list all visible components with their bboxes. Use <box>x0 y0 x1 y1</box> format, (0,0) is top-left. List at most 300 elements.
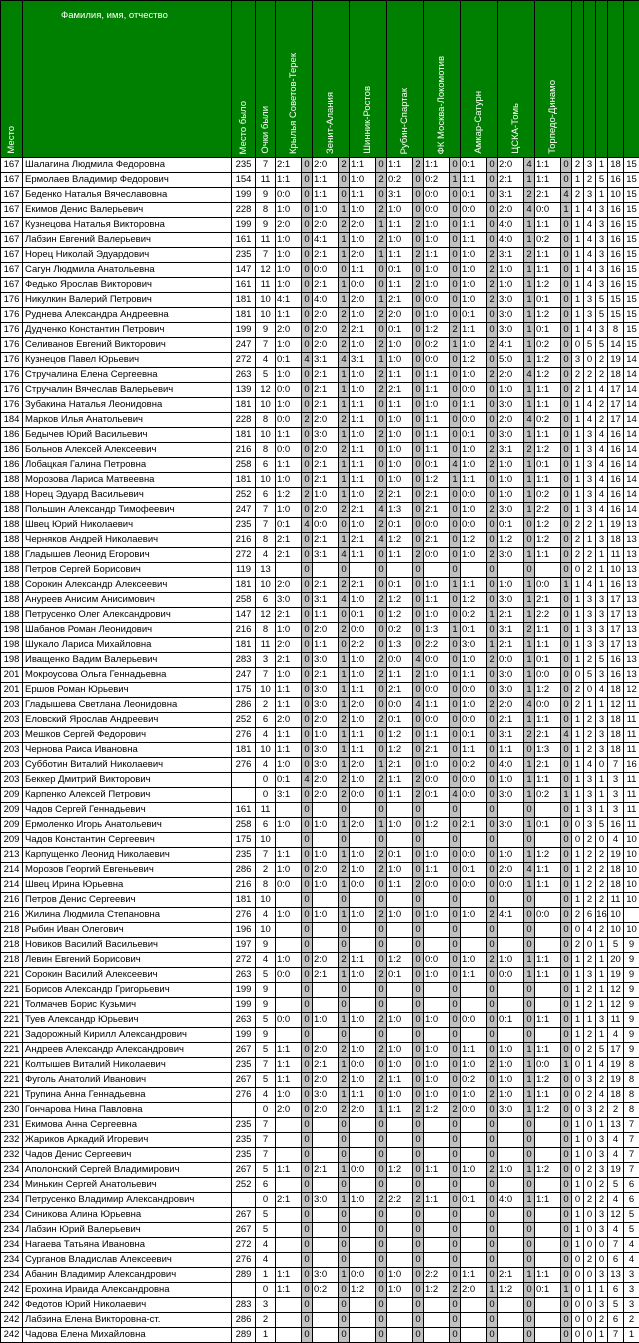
table-cell: 0:2 <box>387 173 413 188</box>
table-cell: 1 <box>524 878 535 893</box>
table-cell: 0 <box>584 683 596 698</box>
table-cell: 188 <box>1 533 23 548</box>
table-cell: 0 <box>572 1268 584 1283</box>
table-cell: 16 <box>608 218 624 233</box>
table-cell: 4 <box>608 1148 624 1163</box>
table-cell: 2:0 <box>276 218 302 233</box>
table-cell: 1:3 <box>387 638 413 653</box>
table-cell: 1:1 <box>350 548 376 563</box>
table-cell: 0 <box>450 278 461 293</box>
table-cell: 2:1 <box>313 473 339 488</box>
table-cell: 4 <box>256 953 276 968</box>
table-cell: 1 <box>584 383 596 398</box>
table-cell: 1:0 <box>461 548 487 563</box>
table-cell: 2 <box>487 908 498 923</box>
table-cell: 0 <box>302 1118 313 1133</box>
table-cell: 0 <box>487 488 498 503</box>
table-cell: 1:1 <box>535 158 561 173</box>
table-cell: 1:1 <box>424 443 450 458</box>
table-cell <box>350 938 376 953</box>
table-cell: 232 <box>1 1148 23 1163</box>
table-cell: 0 <box>584 1328 596 1343</box>
table-cell <box>498 923 524 938</box>
table-cell: 198 <box>1 623 23 638</box>
table-cell: 17 <box>608 413 624 428</box>
table-cell: 2 <box>584 878 596 893</box>
table-cell: 1:1 <box>461 743 487 758</box>
table-cell: 0 <box>450 668 461 683</box>
table-row <box>1 323 639 338</box>
table-cell: 1 <box>572 428 584 443</box>
table-cell: 1 <box>572 503 584 518</box>
table-cell: 235 <box>232 1148 256 1163</box>
table-cell: 0 <box>450 1238 461 1253</box>
table-cell <box>313 938 339 953</box>
table-cell: 181 <box>232 308 256 323</box>
table-cell <box>424 1178 450 1193</box>
table-cell: 0 <box>561 308 572 323</box>
table-cell: 1:0 <box>350 338 376 353</box>
table-cell: 12 <box>608 1208 624 1223</box>
table-cell: 15 <box>624 173 639 188</box>
table-cell: 1 <box>339 968 350 983</box>
table-row <box>1 503 639 518</box>
table-cell: 3 <box>596 323 608 338</box>
table-cell: 1:0 <box>461 1163 487 1178</box>
table-cell: 232 <box>1 1133 23 1148</box>
table-cell: 0 <box>302 608 313 623</box>
table-cell: 197 <box>232 938 256 953</box>
table-cell <box>498 983 524 998</box>
table-cell: 4 <box>596 683 608 698</box>
table-cell: 10 <box>256 893 276 908</box>
table-cell: 2:1 <box>498 1268 524 1283</box>
table-cell: 0 <box>572 1088 584 1103</box>
table-cell: 0 <box>487 773 498 788</box>
table-cell: 0 <box>376 1313 387 1328</box>
table-cell: 15 <box>624 278 639 293</box>
table-cell <box>387 1133 413 1148</box>
table-cell: 3:0 <box>498 398 524 413</box>
table-cell <box>498 1178 524 1193</box>
table-cell: 1 <box>572 728 584 743</box>
table-cell <box>276 1313 302 1328</box>
table-cell: 2 <box>376 1073 387 1088</box>
table-cell: 0:0 <box>350 623 376 638</box>
table-cell: 0:2 <box>424 338 450 353</box>
table-cell: 161 <box>232 803 256 818</box>
table-cell: Ерохина Ираида Александровна <box>23 1283 232 1298</box>
table-cell: 2:0 <box>498 203 524 218</box>
table-cell: 0 <box>302 803 313 818</box>
table-cell: 0 <box>561 1133 572 1148</box>
table-cell: 12 <box>256 608 276 623</box>
table-cell: 2 <box>376 203 387 218</box>
table-cell: 1:1 <box>461 668 487 683</box>
table-cell: 0 <box>450 1313 461 1328</box>
table-cell: 19 <box>608 1163 624 1178</box>
table-cell: 16 <box>608 263 624 278</box>
table-cell: 0 <box>524 1178 535 1193</box>
table-cell: 1:1 <box>535 1013 561 1028</box>
table-cell: 1 <box>561 788 572 803</box>
table-cell: 0 <box>450 1298 461 1313</box>
table-cell: 1:0 <box>498 953 524 968</box>
table-cell <box>535 1253 561 1268</box>
table-cell: 3 <box>596 533 608 548</box>
table-cell: 1:1 <box>535 383 561 398</box>
table-cell: 0 <box>413 383 424 398</box>
table-cell: 1 <box>524 1088 535 1103</box>
table-cell: 13 <box>624 518 639 533</box>
table-cell: 3 <box>624 1268 639 1283</box>
table-cell: 0 <box>487 1268 498 1283</box>
table-cell: 2 <box>584 983 596 998</box>
table-cell: 2:1 <box>276 158 302 173</box>
table-cell: 1:0 <box>350 653 376 668</box>
table-cell: 283 <box>232 1298 256 1313</box>
table-cell: 147 <box>232 608 256 623</box>
table-cell: 0 <box>561 863 572 878</box>
table-cell: 4:0 <box>498 233 524 248</box>
table-cell: 203 <box>1 758 23 773</box>
table-cell: 1:0 <box>424 1013 450 1028</box>
table-cell: 0 <box>413 593 424 608</box>
table-cell: 2:0 <box>498 863 524 878</box>
table-cell: 2:1 <box>387 293 413 308</box>
table-cell: 14 <box>624 458 639 473</box>
table-cell: 0 <box>561 1253 572 1268</box>
table-cell: 11 <box>256 278 276 293</box>
table-cell <box>387 1118 413 1133</box>
table-cell: 15 <box>624 218 639 233</box>
table-cell: 0 <box>450 818 461 833</box>
table-cell: 1 <box>524 398 535 413</box>
table-cell: 2:1 <box>313 668 339 683</box>
table-cell: 1:1 <box>387 278 413 293</box>
table-cell: 0 <box>450 413 461 428</box>
table-cell: 2 <box>624 1313 639 1328</box>
table-cell: 214 <box>1 878 23 893</box>
table-cell: 2 <box>339 323 350 338</box>
table-cell: 1 <box>572 1118 584 1133</box>
table-cell: 1 <box>524 548 535 563</box>
table-cell: 2 <box>487 443 498 458</box>
table-cell: 0 <box>561 353 572 368</box>
table-cell: 5 <box>624 1208 639 1223</box>
table-cell: 0:2 <box>535 233 561 248</box>
table-cell: 188 <box>1 503 23 518</box>
table-cell: 5 <box>596 308 608 323</box>
table-cell: 2:0 <box>350 818 376 833</box>
table-cell: 1 <box>584 1013 596 1028</box>
table-cell: 7 <box>256 338 276 353</box>
table-cell: 184 <box>1 413 23 428</box>
table-row <box>1 1118 639 1133</box>
table-cell: 1:1 <box>535 398 561 413</box>
table-cell: 3:1 <box>498 443 524 458</box>
table-cell: 2 <box>584 1028 596 1043</box>
table-cell: 0:0 <box>424 203 450 218</box>
table-cell: 1 <box>524 848 535 863</box>
table-cell <box>535 983 561 998</box>
table-cell: 1:2 <box>535 1103 561 1118</box>
table-cell: 0 <box>450 1058 461 1073</box>
header-place: Место <box>1 1 23 158</box>
table-cell: 1 <box>339 698 350 713</box>
table-cell: 10 <box>624 893 639 908</box>
table-cell: 2:1 <box>535 188 561 203</box>
table-cell: 0 <box>339 1283 350 1298</box>
table-cell: 19 <box>608 848 624 863</box>
table-cell: 13 <box>624 593 639 608</box>
table-cell: 1:1 <box>350 443 376 458</box>
table-cell <box>461 1328 487 1343</box>
table-cell: 161 <box>232 278 256 293</box>
table-cell: 1:0 <box>350 863 376 878</box>
table-cell: 1 <box>572 803 584 818</box>
table-cell: 1 <box>524 308 535 323</box>
table-cell: 0 <box>256 1103 276 1118</box>
table-cell: 0 <box>596 1253 608 1268</box>
table-cell: 1:1 <box>461 233 487 248</box>
table-cell: Рыбин Иван Олегович <box>23 923 232 938</box>
table-cell: 14 <box>624 398 639 413</box>
table-cell <box>350 1328 376 1343</box>
table-cell: 1:1 <box>276 1043 302 1058</box>
table-cell <box>461 1208 487 1223</box>
table-cell: Петрусенко Олег Александрович <box>23 608 232 623</box>
table-cell: 7 <box>256 848 276 863</box>
table-cell: 0 <box>561 1193 572 1208</box>
table-cell: 15 <box>624 248 639 263</box>
table-row <box>1 1193 639 1208</box>
table-cell: 1 <box>572 413 584 428</box>
table-cell: 9 <box>256 983 276 998</box>
table-cell: 0 <box>487 713 498 728</box>
table-cell: 0 <box>561 983 572 998</box>
table-cell <box>350 893 376 908</box>
table-cell: 1:0 <box>424 578 450 593</box>
table-cell: 14 <box>608 338 624 353</box>
table-cell: 0:0 <box>276 383 302 398</box>
table-cell: 1 <box>339 383 350 398</box>
table-cell: 188 <box>1 563 23 578</box>
table-cell: 0 <box>596 833 608 848</box>
table-cell: 0 <box>584 1148 596 1163</box>
table-cell: 1 <box>596 548 608 563</box>
table-cell: 1 <box>572 248 584 263</box>
table-cell: 1 <box>572 773 584 788</box>
table-cell: 0 <box>376 158 387 173</box>
table-cell: 3:1 <box>313 593 339 608</box>
table-cell: Новиков Василий Васильевич <box>23 938 232 953</box>
table-cell: 1 <box>339 473 350 488</box>
table-cell: 1:0 <box>276 818 302 833</box>
table-cell: 5 <box>256 1013 276 1028</box>
table-cell: 0:1 <box>461 308 487 323</box>
table-cell: 1:1 <box>424 248 450 263</box>
table-cell: 0 <box>413 938 424 953</box>
table-cell: 1 <box>256 1328 276 1343</box>
table-cell: 11 <box>256 638 276 653</box>
table-cell: 0 <box>413 1133 424 1148</box>
table-cell: 1:0 <box>461 1088 487 1103</box>
table-cell: 1:1 <box>276 683 302 698</box>
table-cell: 0 <box>572 563 584 578</box>
table-cell: 16 <box>608 173 624 188</box>
table-cell: Морозова Лариса Матвеевна <box>23 473 232 488</box>
table-cell: 11 <box>624 713 639 728</box>
table-cell: 2:1 <box>461 818 487 833</box>
table-cell: Трупина Анна Геннадьевна <box>23 1088 232 1103</box>
table-cell: 0:0 <box>424 713 450 728</box>
table-cell: 0 <box>302 953 313 968</box>
table-cell: 1:0 <box>350 173 376 188</box>
table-cell: 0 <box>376 878 387 893</box>
table-cell: 4 <box>302 773 313 788</box>
table-cell: 234 <box>1 1238 23 1253</box>
table-cell: 10 <box>624 878 639 893</box>
table-cell: 10 <box>256 473 276 488</box>
table-cell: 11 <box>624 788 639 803</box>
table-cell: 5 <box>256 368 276 383</box>
table-cell: 6 <box>256 1178 276 1193</box>
table-cell <box>424 1148 450 1163</box>
table-cell: 2 <box>487 503 498 518</box>
table-cell: 4 <box>256 1088 276 1103</box>
table-cell: 0 <box>450 1193 461 1208</box>
table-cell: 13 <box>624 653 639 668</box>
table-cell: 0 <box>561 668 572 683</box>
table-cell: 0:0 <box>276 1013 302 1028</box>
table-cell: Беккер Дмитрий Викторович <box>23 773 232 788</box>
table-cell: 3 <box>572 353 584 368</box>
table-cell <box>424 833 450 848</box>
table-cell: 1 <box>450 173 461 188</box>
table-cell: 1:0 <box>498 578 524 593</box>
table-cell: 221 <box>1 1058 23 1073</box>
table-cell: 221 <box>1 968 23 983</box>
table-cell: 0 <box>413 1178 424 1193</box>
table-cell: 0:0 <box>276 443 302 458</box>
table-cell: 0 <box>376 1133 387 1148</box>
table-cell: 13 <box>624 638 639 653</box>
table-cell: 3 <box>596 1223 608 1238</box>
table-row <box>1 293 639 308</box>
table-cell: 9 <box>256 323 276 338</box>
table-cell: 0 <box>302 578 313 593</box>
table-cell: 0 <box>450 758 461 773</box>
table-cell: 1 <box>339 878 350 893</box>
table-cell: 0:1 <box>535 1283 561 1298</box>
table-cell: 0 <box>561 1223 572 1238</box>
table-cell: 18 <box>608 878 624 893</box>
table-cell: 0 <box>487 1043 498 1058</box>
table-cell: 2 <box>487 653 498 668</box>
table-cell: 5 <box>256 968 276 983</box>
table-cell: 8 <box>624 1088 639 1103</box>
header-blank-4 <box>608 1 624 158</box>
table-cell: 4 <box>561 728 572 743</box>
table-cell: 1:0 <box>387 458 413 473</box>
table-cell: 5 <box>584 338 596 353</box>
table-cell: 1 <box>596 698 608 713</box>
table-row <box>1 1148 639 1163</box>
table-cell: 2:0 <box>276 638 302 653</box>
table-cell: 272 <box>232 353 256 368</box>
table-cell: 0 <box>487 353 498 368</box>
table-cell: 0 <box>413 173 424 188</box>
table-cell: 0 <box>302 323 313 338</box>
table-cell: 2:2 <box>535 608 561 623</box>
table-cell: 0 <box>561 278 572 293</box>
header-match-4: Рубин-Спартак <box>387 1 424 158</box>
table-cell: 247 <box>232 338 256 353</box>
table-cell: 216 <box>232 443 256 458</box>
header-blank-1 <box>572 1 584 158</box>
table-cell: 1:0 <box>498 473 524 488</box>
table-cell: 176 <box>1 353 23 368</box>
table-cell: 1 <box>339 1058 350 1073</box>
table-cell: 0 <box>450 1118 461 1133</box>
table-cell: 209 <box>1 833 23 848</box>
table-cell: 3:0 <box>498 788 524 803</box>
table-cell: 0 <box>450 1148 461 1163</box>
table-cell: 235 <box>232 248 256 263</box>
table-cell: 3 <box>624 1298 639 1313</box>
table-cell: 0 <box>487 323 498 338</box>
table-cell: Чадова Елена Михайловна <box>23 1328 232 1343</box>
table-cell: 0:1 <box>461 728 487 743</box>
table-cell: 0 <box>413 1088 424 1103</box>
table-cell: 4 <box>561 188 572 203</box>
table-cell: 1:1 <box>424 863 450 878</box>
table-cell: 1 <box>524 1058 535 1073</box>
table-cell: 221 <box>1 1013 23 1028</box>
table-cell <box>498 938 524 953</box>
table-cell: 2 <box>596 1178 608 1193</box>
table-cell: 203 <box>1 713 23 728</box>
table-cell: 0 <box>450 1223 461 1238</box>
table-cell: 0 <box>302 878 313 893</box>
table-row <box>1 1043 639 1058</box>
table-cell: 0:2 <box>535 338 561 353</box>
table-cell: 0 <box>524 533 535 548</box>
table-cell <box>276 1223 302 1238</box>
table-cell: 1:0 <box>313 728 339 743</box>
table-cell: 4 <box>584 578 596 593</box>
table-cell: 2:1 <box>313 458 339 473</box>
table-cell: 5 <box>256 1163 276 1178</box>
table-cell: 16 <box>608 473 624 488</box>
table-cell: 4 <box>608 833 624 848</box>
table-cell: 0 <box>339 923 350 938</box>
table-cell: 0:0 <box>424 653 450 668</box>
table-cell: 0 <box>584 1208 596 1223</box>
table-cell <box>498 998 524 1013</box>
table-cell: 0 <box>524 1133 535 1148</box>
table-cell: 0:0 <box>276 878 302 893</box>
table-cell: 2 <box>584 1163 596 1178</box>
table-cell: 4 <box>596 458 608 473</box>
table-cell: 13 <box>256 563 276 578</box>
table-cell: 16 <box>608 458 624 473</box>
table-cell: 235 <box>232 1058 256 1073</box>
table-cell: 0 <box>561 248 572 263</box>
table-cell: 0 <box>339 563 350 578</box>
table-cell <box>535 1223 561 1238</box>
